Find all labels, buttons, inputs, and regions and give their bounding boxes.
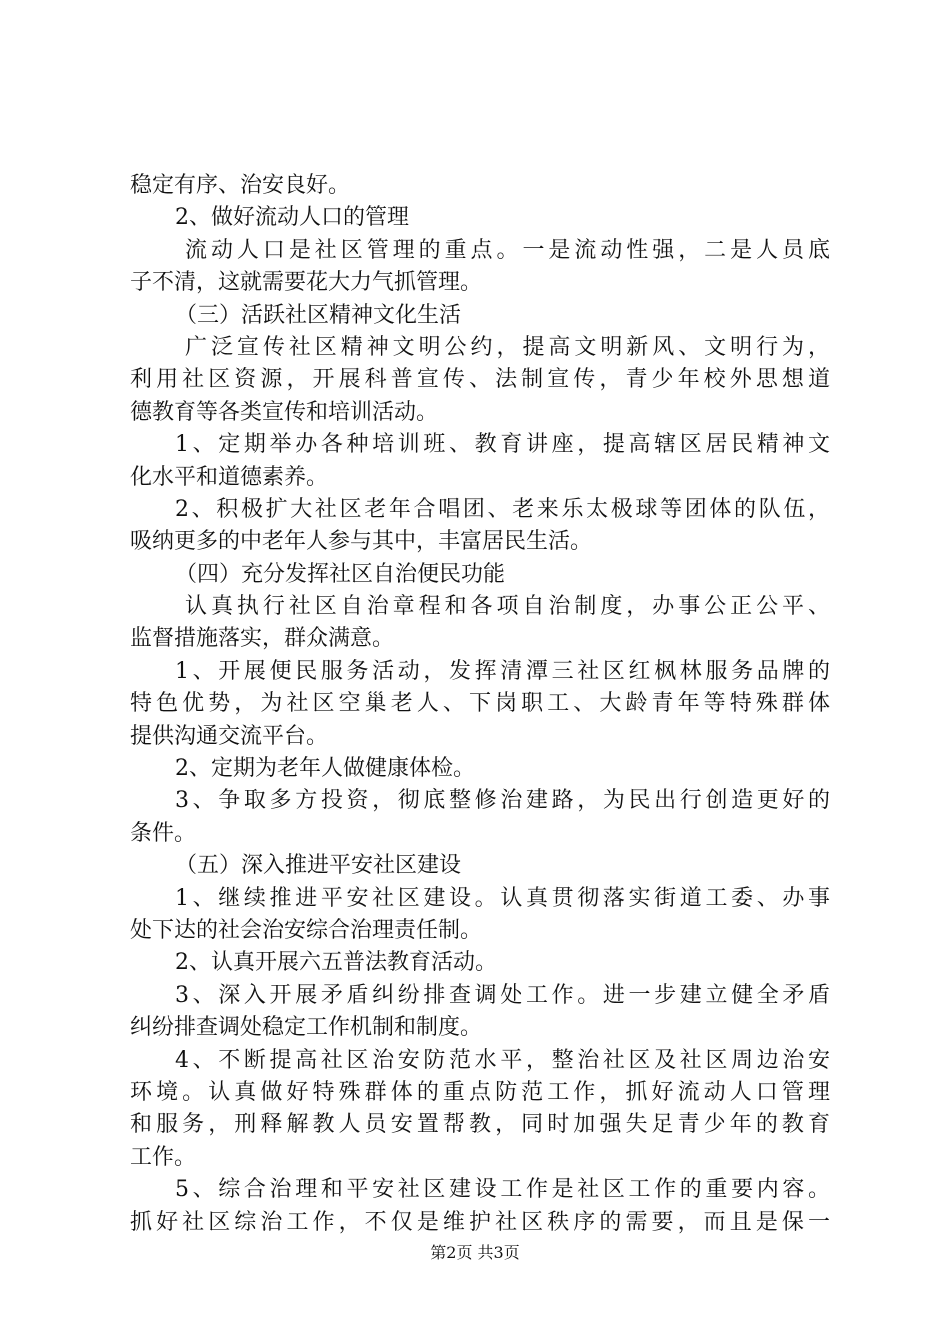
text-line: 环境。认真做好特殊群体的重点防范工作，抓好流动人口管理	[130, 1079, 830, 1105]
text-line: 1、定期举办各种培训班、教育讲座，提高辖区居民精神文	[175, 432, 830, 458]
text-line: 广泛宣传社区精神文明公约，提高文明新风、文明行为，	[185, 334, 830, 360]
text-line: 稳定有序、治安良好。	[130, 173, 351, 198]
text-line: 德教育等各类宣传和培训活动。	[130, 399, 439, 425]
text-line: 3、争取多方投资，彻底整修治建路，为民出行创造更好的	[175, 788, 830, 814]
text-line: 2、做好流动人口的管理	[175, 205, 409, 231]
text-line: 和服务，刑释解教人员安置帮教，同时加强失足青少年的教育	[130, 1112, 830, 1138]
text-line: （三）活跃社区精神文化生活	[175, 302, 462, 328]
text-line: （四）充分发挥社区自治便民功能	[175, 561, 506, 587]
text-line: 工作。	[130, 1144, 197, 1170]
text-line: 1、继续推进平安社区建设。认真贯彻落实街道工委、办事	[175, 885, 830, 911]
text-line: 处下达的社会治安综合治理责任制。	[130, 917, 483, 943]
text-line: 2、积极扩大社区老年合唱团、老来乐太极球等团体的队伍，	[175, 496, 830, 522]
text-line: 4、不断提高社区治安防范水平，整治社区及社区周边治安	[175, 1047, 830, 1073]
text-line: 条件。	[130, 820, 197, 846]
text-line: 子不清，这就需要花大力气抓管理。	[130, 270, 483, 296]
text-line: 1、开展便民服务活动，发挥清潭三社区红枫林服务品牌的	[175, 658, 830, 684]
page-footer: 第2页 共3页	[430, 1243, 520, 1262]
text-line: 认真执行社区自治章程和各项自治制度，办事公正公平、	[185, 594, 830, 620]
text-line: 利用社区资源，开展科普宣传、法制宣传，青少年校外思想道	[130, 367, 830, 393]
text-line: 吸纳更多的中老年人参与其中，丰富居民生活。	[130, 529, 593, 555]
text-line: 特色优势，为社区空巢老人、下岗职工、大龄青年等特殊群体	[130, 691, 830, 717]
text-line: 化水平和道德素养。	[130, 464, 329, 490]
text-line: 流动人口是社区管理的重点。一是流动性强，二是人员底	[185, 237, 830, 263]
text-line: 纠纷排查调处稳定工作机制和制度。	[130, 1015, 483, 1041]
text-line: 2、认真开展六五普法教育活动。	[175, 950, 497, 976]
text-line: 监督措施落实，群众满意。	[130, 626, 395, 652]
text-line: 5、综合治理和平安社区建设工作是社区工作的重要内容。	[175, 1177, 830, 1203]
text-line: 3、深入开展矛盾纠纷排查调处工作。进一步建立健全矛盾	[175, 982, 830, 1008]
document-body	[130, 170, 830, 1239]
text-line: （五）深入推进平安社区建设	[175, 853, 462, 879]
text-line: 2、定期为老年人做健康体检。	[175, 756, 475, 782]
text-line: 抓好社区综治工作，不仅是维护社区秩序的需要，而且是保一	[130, 1209, 830, 1235]
text-line: 提供沟通交流平台。	[130, 723, 329, 749]
